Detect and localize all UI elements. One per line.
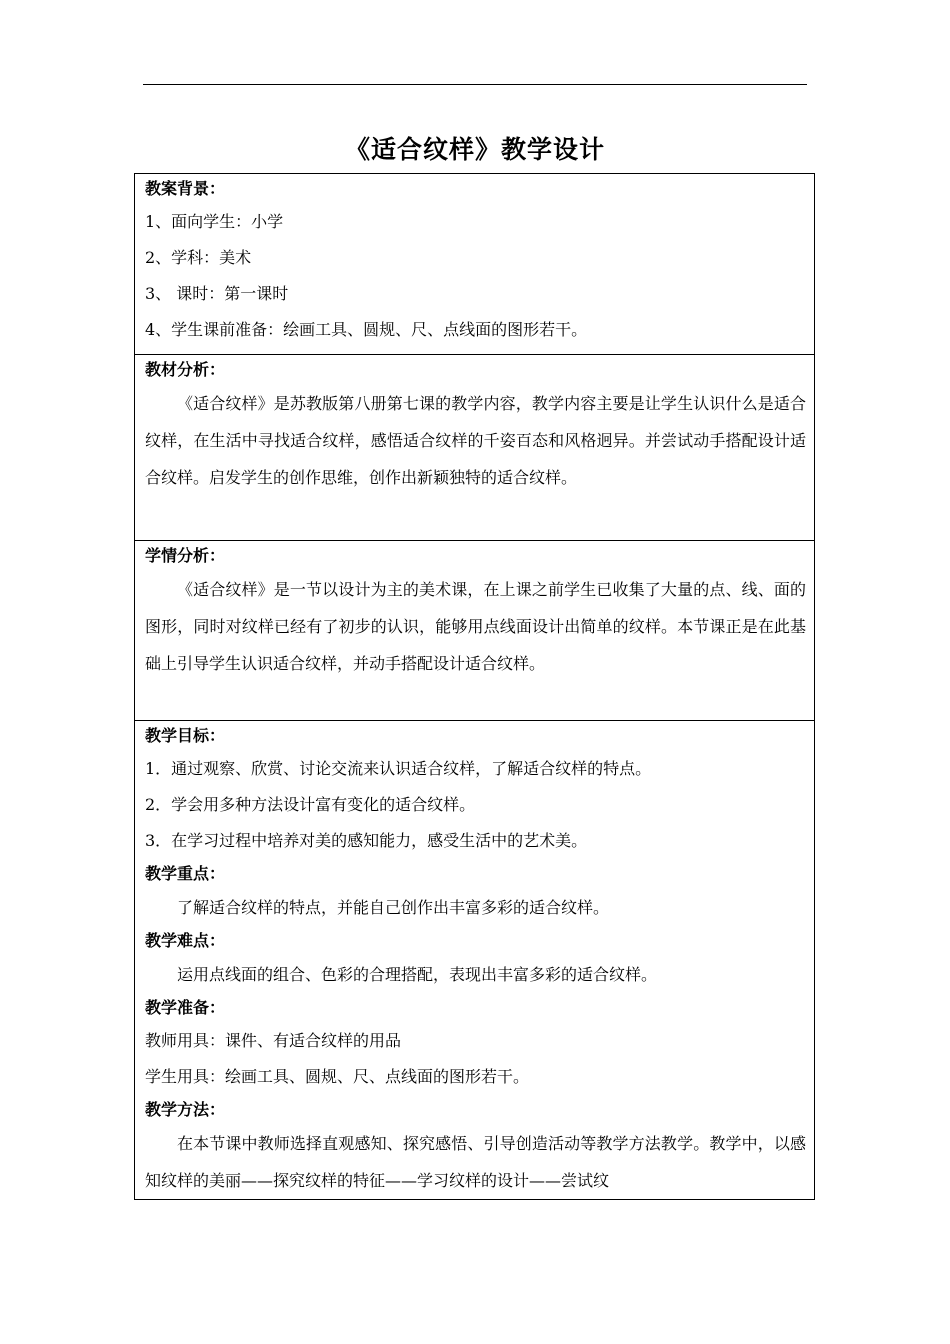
document-title: 《适合纹样》教学设计: [344, 135, 605, 164]
prep-heading: 教学准备：: [145, 998, 226, 1017]
goals-heading: 教学目标：: [145, 726, 226, 745]
learners-cell: [135, 540, 814, 720]
background-line: 4、学生课前准备：绘画工具、圆规、尺、点线面的图形若干。: [145, 320, 588, 339]
goal-item: 3．在学习过程中培养对美的感知能力，感受生活中的艺术美。: [145, 831, 588, 850]
methods-text: 在本节课中教师选择直观感知、探究感悟、引导创造活动等教学方法教学。教学中，以感知纹样的美丽——探究纹样的特征——学习纹样的设计——尝试纹: [145, 1134, 806, 1190]
goal-item: 1．通过观察、欣赏、讨论交流来认识适合纹样，了解适合纹样的特点。: [145, 759, 652, 778]
goal-item: 2．学会用多种方法设计富有变化的适合纹样。: [145, 795, 476, 814]
difficulty-heading: 教学难点：: [145, 931, 226, 950]
materials-heading: 教材分析：: [145, 360, 226, 379]
header-rule: [143, 84, 807, 85]
lesson-plan-table: [134, 173, 815, 1200]
objectives-cell: [135, 720, 814, 1200]
methods-heading: 教学方法：: [145, 1100, 226, 1119]
materials-text: 《适合纹样》是苏教版第八册第七课的教学内容，教学内容主要是让学生认识什么是适合纹样，在生活中寻找适合纹样，感悟适合纹样的千姿百态和风格迥异。并尝试动手搭配设计适合纹样。启发学生的创作思维，创作出新颖独特的适合纹样。: [145, 394, 806, 487]
background-line: 1、面向学生：小学: [145, 212, 284, 231]
difficulty-text: 运用点线面的组合、色彩的合理搭配，表现出丰富多彩的适合纹样。: [177, 965, 658, 984]
learners-text: 《适合纹样》是一节以设计为主的美术课，在上课之前学生已收集了大量的点、线、面的图形，同时对纹样已经有了初步的认识，能够用点线面设计出简单的纹样。本节课正是在此基础上引导学生认识适合纹样，并动手搭配设计适合纹样。: [145, 580, 806, 673]
background-line: 2、学科：美术: [145, 248, 252, 267]
background-line: 3、 课时：第一课时: [145, 284, 289, 303]
prep-line: 学生用具：绘画工具、圆规、尺、点线面的图形若干。: [145, 1067, 530, 1086]
materials-cell: [135, 354, 814, 540]
background-heading: 教案背景：: [145, 179, 226, 198]
key-heading: 教学重点：: [145, 864, 226, 883]
key-text: 了解适合纹样的特点，并能自己创作出丰富多彩的适合纹样。: [177, 898, 610, 917]
prep-line: 教师用具：课件、有适合纹样的用品: [145, 1031, 402, 1050]
learners-heading: 学情分析：: [145, 546, 226, 565]
background-cell: [135, 174, 814, 354]
